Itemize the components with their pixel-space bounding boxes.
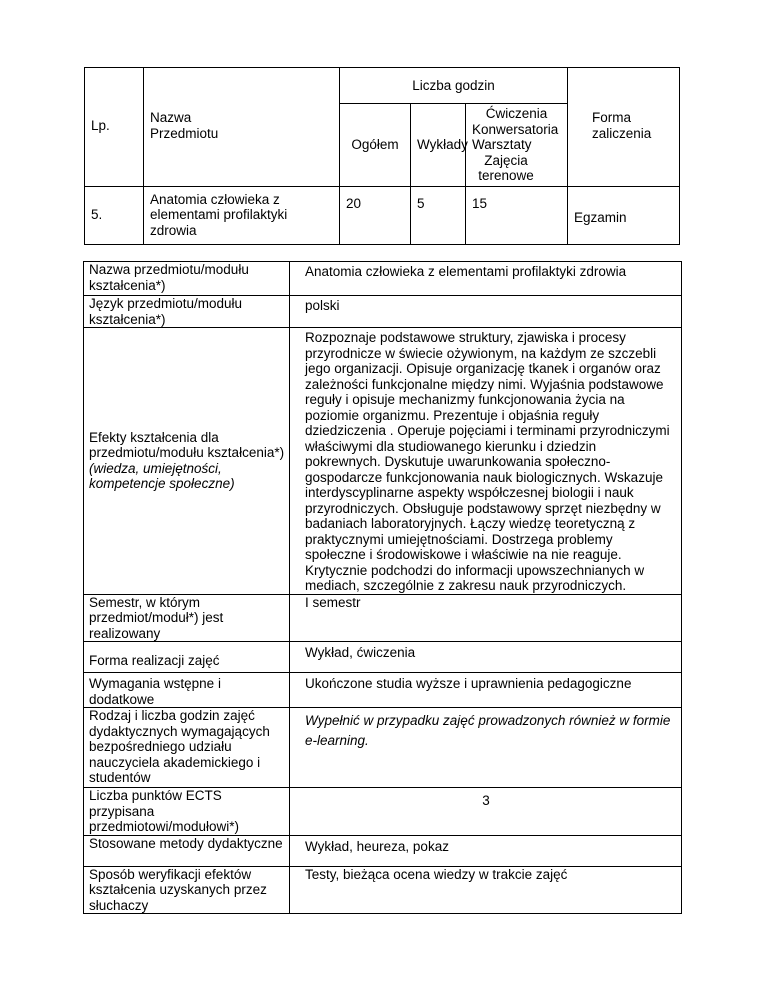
metody-value-text: Wykład, heureza, pokaz [305, 838, 449, 854]
efekty-label-italic: (wiedza, umiejętności, kompetencje społeczne) [89, 460, 235, 492]
row-cwiczenia [466, 186, 568, 244]
header-nazwa-line1: Nazwa [150, 110, 192, 126]
rodzaj-label-text: Rodzaj i liczba godzin zajęć dydaktycznych wymagających bezpośredniego udziału nauczyciela akademickiego i studentów [89, 708, 270, 785]
header-wyklady-text: Wykłady [417, 137, 468, 152]
table-row [84, 788, 682, 836]
header-cwiczenia-line3: Warsztaty [472, 137, 532, 152]
table-row [84, 296, 682, 328]
header-ogolem-text: Ogółem [351, 137, 399, 152]
semestr-label [84, 594, 290, 642]
semestr-label-text: Semestr, w którym przedmiot/moduł*) jest realizowany [89, 594, 224, 641]
ects-value [290, 788, 682, 836]
table-row [84, 708, 682, 788]
weryfikacja-label-text: Sposób weryfikacji efektów kształcenia uzyskanych przez słuchaczy [89, 866, 267, 913]
nazwa-value-text: Anatomia człowieka z elementami profilaktyki zdrowia [305, 264, 627, 279]
efekty-label-text: Efekty kształcenia dla przedmiotu/modułu kształcenia*) [89, 429, 285, 461]
header-cwiczenia-line2: Konwersatoria [472, 121, 559, 137]
header-cwiczenia [466, 104, 568, 187]
header-forma-line2: zaliczenia [592, 125, 652, 141]
row-forma [568, 186, 680, 244]
semestr-value-text: I semestr [305, 594, 361, 610]
summary-table [84, 67, 680, 245]
table-row [84, 328, 682, 595]
forma-value-text: Wykład, ćwiczenia [305, 645, 416, 660]
metody-label [84, 835, 290, 866]
forma-label [84, 642, 290, 673]
header-lp-text: Lp. [91, 118, 110, 133]
semestr-value [290, 594, 682, 642]
row-wyklady [411, 186, 466, 244]
table-row [84, 673, 682, 708]
efekty-value [290, 328, 682, 595]
header-wyklady [411, 104, 466, 187]
row-lp-text: 5. [91, 207, 103, 223]
wymagania-value [290, 673, 682, 708]
table-row [84, 866, 682, 914]
ects-value-text: 3 [482, 793, 490, 808]
nazwa-label [84, 262, 290, 296]
metody-label-text: Stosowane metody dydaktyczne [89, 835, 283, 851]
header-forma [592, 110, 682, 141]
row-cwiczenia-text: 15 [472, 195, 488, 211]
row-lp [85, 186, 144, 244]
header-nazwa-line2: Przedmiotu [150, 125, 219, 141]
row-nazwa-text: Anatomia człowieka z elementami profilaktyki zdrowia [150, 191, 288, 238]
metody-value [290, 835, 682, 866]
row-forma-text: Egzamin [574, 210, 627, 226]
efekty-value-text: Rozpoznaje podstawowe struktury, zjawiska i procesy przyrodnicze w świecie ożywionym, na każdym ze szczebli jego organizacji. Opisuje organizację tkanek i organów oraz zależności funkcjonalne między nimi. Wyjaśnia podstawowe reguły i opisuje mechanizmy funkcjonowania życia na poziomie organizmu. Prezentuje i objaśnia reguły dziedziczenia . Operuje pojęciami i terminami przyrodniczymi właściwymi dla studiowanego kierunku i dziedzin pokrewnych. Dyskutuje uwarunkowania społeczno-gospodarcze funkcjonowania nauk biologicznych. Wskazuje interdyscyplinarne aspekty współczesnej biologii i nauk przyrodniczych. Obsługuje podstawowy sprzęt niezbędny w badaniach laboratoryjnych. Łączy wiedzę teoretyczną z praktycznymi umiejętnościami. Dostrzega problemy społeczne i środowiskowe i właściwie na nie reaguje. Krytycznie podchodzi do informacji upowszechnianych w mediach, szczególnie z zakresu nauk przyrodniczych. [305, 330, 670, 593]
header-nazwa [144, 68, 340, 187]
rodzaj-value-text: Wypełnić w przypadku zajęć prowadzonych również w formie e-learning. [305, 713, 671, 748]
efekty-label [84, 328, 290, 595]
row-ogolem-text: 20 [346, 195, 362, 211]
row-nazwa [144, 186, 340, 244]
wymagania-label [84, 673, 290, 708]
table-row [84, 642, 682, 673]
nazwa-value [290, 262, 682, 296]
weryfikacja-label [84, 866, 290, 914]
header-lp [85, 68, 144, 187]
wymagania-label-text: Wymagania wstępne i dodatkowe [89, 676, 221, 707]
header-ogolem [340, 104, 411, 187]
row-wyklady-text: 5 [417, 195, 425, 211]
jezyk-label-text: Język przedmiotu/modułu kształcenia*) [89, 296, 243, 327]
header-liczba-godzin [340, 68, 568, 104]
rodzaj-value [290, 708, 682, 788]
forma-label-text: Forma realizacji zajęć [89, 652, 220, 668]
ects-label [84, 788, 290, 836]
jezyk-label [84, 296, 290, 328]
forma-value [290, 642, 682, 673]
nazwa-label-text: Nazwa przedmiotu/modułu kształcenia*) [89, 262, 249, 293]
jezyk-value-text: polski [305, 298, 340, 313]
weryfikacja-value [290, 866, 682, 914]
header-cwiczenia-line5: terenowe [478, 168, 534, 183]
weryfikacja-value-text: Testy, bieżąca ocena wiedzy w trakcie zajęć [305, 866, 568, 882]
header-liczba-godzin-text: Liczba godzin [412, 77, 495, 93]
header-cwiczenia-line4: Zajęcia [484, 152, 528, 168]
wymagania-value-text: Ukończone studia wyższe i uprawnienia pedagogiczne [305, 676, 632, 691]
table-row [84, 262, 682, 296]
header-forma-line1: Forma [592, 110, 632, 125]
jezyk-value [290, 296, 682, 328]
details-table [83, 261, 682, 914]
table-row [84, 835, 682, 866]
header-cwiczenia-line1: Ćwiczenia [485, 106, 548, 121]
rodzaj-label [84, 708, 290, 788]
table-row [84, 594, 682, 642]
ects-label-text: Liczba punktów ECTS przypisana przedmiotowi/modułowi*) [89, 788, 240, 834]
row-ogolem [340, 186, 411, 244]
